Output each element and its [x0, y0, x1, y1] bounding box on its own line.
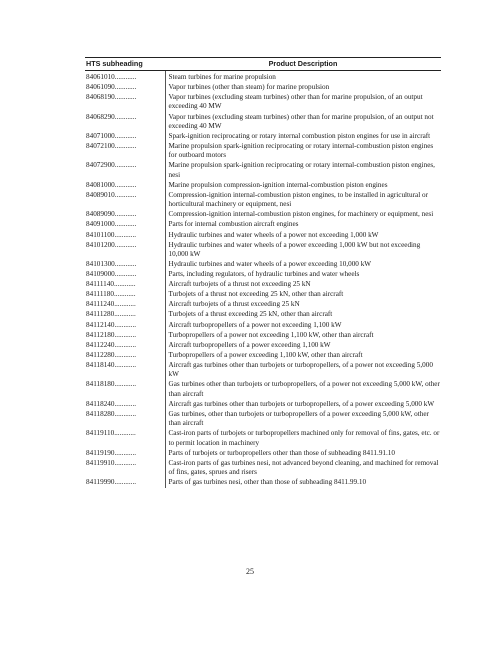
hts-code-cell: 84101100............	[85, 230, 165, 240]
table-row	[85, 131, 441, 141]
hts-code-cell: 84071000............	[85, 131, 165, 141]
column-header-product-description: Product Description	[165, 58, 441, 71]
hts-code-cell: 84118180............	[85, 380, 165, 399]
hts-code-cell: 84119990............	[85, 478, 165, 488]
table-row	[85, 230, 441, 240]
product-description-cell: Parts of gas turbines nesi, other than those of subheading 8411.99.10	[168, 478, 367, 487]
product-description-cell: Hydraulic turbines and water wheels of a power not exceeding 1,000 kW	[168, 230, 379, 239]
hts-code-cell: 84081000............	[85, 180, 165, 190]
hts-code-cell: 84112140............	[85, 320, 165, 330]
table-row	[85, 320, 441, 330]
table-row	[85, 71, 441, 83]
table-row	[85, 310, 441, 320]
hts-code-cell: 84118140............	[85, 360, 165, 379]
product-description-cell: Aircraft gas turbines other than turbojets or turbopropellers, of a power not exceeding 5,000 kW	[168, 360, 433, 379]
hts-code-cell: 84068290............	[85, 112, 165, 131]
hts-code-cell: 84111240............	[85, 300, 165, 310]
product-description-cell: Aircraft turbopropellers of a power exceeding 1,100 kW	[168, 340, 331, 349]
table-body	[85, 71, 441, 488]
table-row	[85, 260, 441, 270]
product-description-cell: Vapor turbines (excluding steam turbines) other than for marine propulsion, of an output not exceeding 40 MW	[168, 112, 434, 130]
hts-code-cell: 84111140............	[85, 280, 165, 290]
table-row	[85, 458, 441, 477]
product-description-cell: Compression-ignition internal-combustion piston engines, for machinery or equipment, nesi	[168, 210, 434, 219]
table-row	[85, 83, 441, 93]
product-description-cell: Compression-ignition internal-combustion piston engines, to be installed in agricultural or horticultural machinery or equipment, nesi	[168, 190, 429, 209]
table-row	[85, 290, 441, 300]
product-description-cell: Vapor turbines (other than steam) for marine propulsion	[168, 83, 330, 92]
product-description-cell: Turbojets of a thrust exceeding 25 kN, other than aircraft	[168, 310, 333, 319]
table-row	[85, 300, 441, 310]
product-description-cell: Cast-iron parts of turbojets or turbopropellers machined only for removal of fins, gates, etc. or to permit location in machinery	[168, 429, 440, 447]
product-description-cell: Hydraulic turbines and water wheels of a power exceeding 10,000 kW	[168, 260, 372, 268]
product-description-cell: Parts, including regulators, of hydraulic turbines and water wheels	[168, 270, 360, 279]
hts-code-cell: 84091000............	[85, 220, 165, 230]
product-description-cell: Aircraft turbojets of a thrust exceeding 25 kN	[168, 300, 300, 309]
table-row	[85, 180, 441, 190]
table-header-row	[85, 58, 441, 71]
table-row	[85, 380, 441, 399]
product-description-cell: Aircraft gas turbines other than turbojets or turbopropellers, of a power exceeding 5,000 kW	[168, 399, 435, 408]
table-row	[85, 399, 441, 409]
page-number: 25	[246, 567, 254, 576]
hts-code-cell: 84101200............	[85, 240, 165, 259]
column-header-hts-subheading: HTS subheading	[85, 58, 165, 71]
table-row	[85, 429, 441, 448]
product-description-cell: Aircraft turbopropellers of a power not exceeding 1,100 kW	[168, 320, 342, 329]
table-row	[85, 93, 441, 112]
hts-code-cell: 84072100............	[85, 142, 165, 161]
hts-code-cell: 84109000............	[85, 270, 165, 280]
product-description-cell: Cast-iron parts of gas turbines nesi, not advanced beyond cleaning, and machined for removal of fins, gates, sprues and risers	[168, 458, 439, 476]
hts-code-cell: 84072900............	[85, 161, 165, 180]
hts-code-cell: 84061090............	[85, 83, 165, 93]
table-row	[85, 142, 441, 161]
hts-code-cell: 84119110............	[85, 429, 165, 448]
product-description-cell: Gas turbines, other than turbojets or turbopropellers of a power exceeding 5,000 kW, other than aircraft	[168, 409, 429, 428]
product-description-cell: Gas turbines other than turbojets or turbopropellers, of a power not exceeding 5,000 kW, other than aircraft	[168, 380, 440, 398]
hts-code-cell: 84118280............	[85, 409, 165, 428]
product-description-cell: Vapor turbines (excluding steam turbines) other than for marine propulsion, of an output exceeding 40 MW	[168, 93, 423, 111]
hts-code-cell: 84111180............	[85, 290, 165, 300]
product-description-cell: Hydraulic turbines and water wheels of a power exceeding 1,000 kW but not exceeding 10,000 kW	[168, 240, 421, 258]
product-description-cell: Turbopropellers of a power not exceeding 1,100 kW, other than aircraft	[168, 330, 374, 339]
product-description-cell: Marine propulsion compression-ignition internal-combustion piston engines	[168, 180, 388, 189]
table-row	[85, 220, 441, 230]
table-row	[85, 340, 441, 350]
hts-code-cell: 84089090............	[85, 210, 165, 220]
table-row	[85, 448, 441, 458]
table-row	[85, 190, 441, 209]
hts-code-cell: 84111280............	[85, 310, 165, 320]
hts-code-cell: 84101300............	[85, 260, 165, 270]
product-description-cell: Parts for internal combustion aircraft engines	[168, 220, 299, 229]
product-description-cell: Turbopropellers of a power exceeding 1,100 kW, other than aircraft	[168, 350, 363, 359]
table-row	[85, 360, 441, 379]
hts-code-cell: 84112280............	[85, 350, 165, 360]
table-row	[85, 330, 441, 340]
table-row	[85, 210, 441, 220]
hts-code-cell: 84068190............	[85, 93, 165, 112]
product-description-cell: Marine propulsion spark-ignition reciprocating or rotary internal-combustion piston engines, nesi	[168, 161, 435, 179]
hts-code-cell: 84119190............	[85, 448, 165, 458]
table-row	[85, 409, 441, 428]
product-description-cell: Aircraft turbojets of a thrust not exceeding 25 kN	[168, 280, 311, 289]
hts-code-cell: 84061010............	[85, 71, 165, 83]
table-row	[85, 280, 441, 290]
hts-code-cell: 84089010............	[85, 190, 165, 209]
hts-code-cell: 84119910............	[85, 458, 165, 477]
product-description-cell: Parts of turbojets or turbopropellers other than those of subheading 8411.91.10	[168, 448, 395, 457]
hts-code-cell: 84118240............	[85, 399, 165, 409]
table-row	[85, 350, 441, 360]
product-description-cell: Steam turbines for marine propulsion	[168, 73, 276, 81]
hts-code-cell: 84112180............	[85, 330, 165, 340]
hts-code-cell: 84112240............	[85, 340, 165, 350]
table-row	[85, 478, 441, 488]
table-row	[85, 240, 441, 259]
table-row	[85, 161, 441, 180]
product-description-cell: Spark-ignition reciprocating or rotary internal combustion piston engines for use in aircraft	[168, 131, 431, 140]
hts-table	[85, 57, 441, 488]
product-description-cell: Turbojets of a thrust not exceeding 25 kN, other than aircraft	[168, 290, 344, 299]
table-row	[85, 112, 441, 131]
table-row	[85, 270, 441, 280]
product-description-cell: Marine propulsion spark-ignition reciprocating or rotary internal-combustion piston engines for outboard motors	[168, 142, 434, 160]
